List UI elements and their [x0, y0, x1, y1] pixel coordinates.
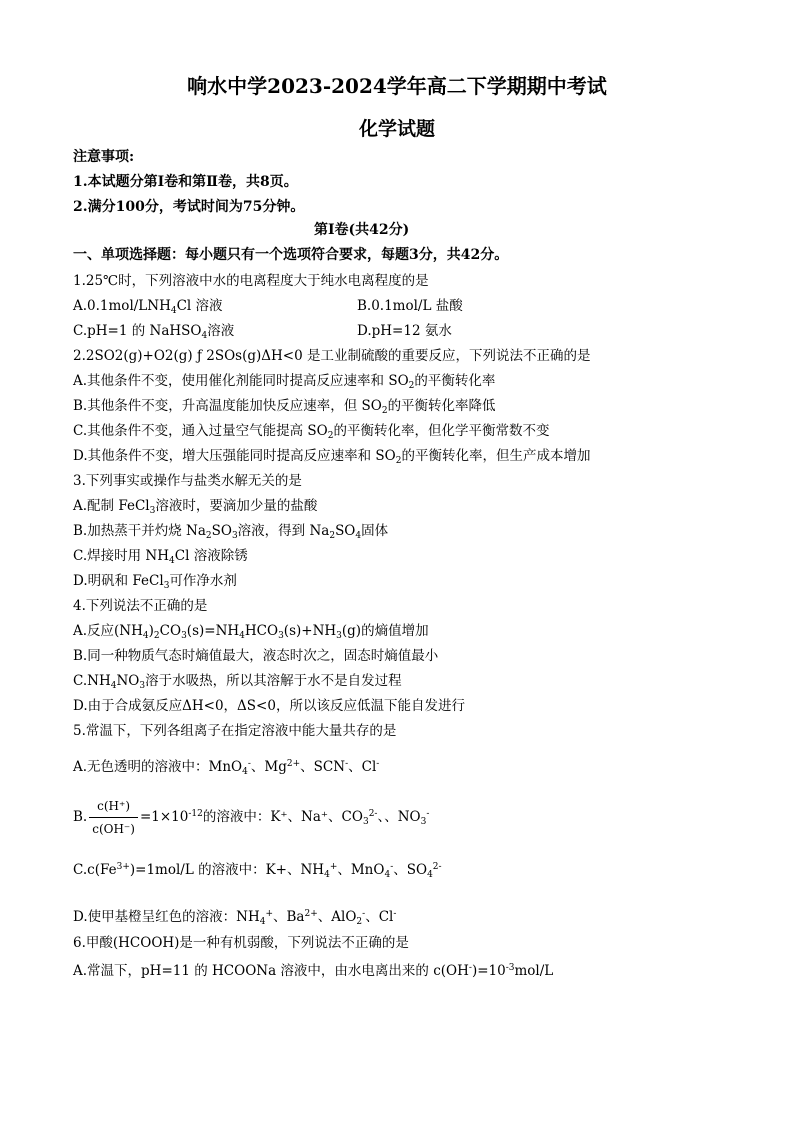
- notice-item-2: 2.满分100分，考试时间为75分钟。: [73, 199, 305, 215]
- q4-option-b: B.同一种物质气态时熵值最大，液态时次之，固态时熵值最小: [73, 648, 439, 664]
- concentration-ratio-fraction: $\frac{c(H^+)}{c(OH^-)}$: [89, 796, 138, 839]
- q4-option-d: D.由于合成氨反应ΔH<0，ΔS<0，所以该反应低温下能自发进行: [73, 698, 465, 714]
- q4-option-a: A.反应$(NH_4)_2CO_3(s)=NH_4HCO_3(s)+NH_3(g)$的熵值增加: [73, 623, 429, 641]
- q1-option-d: D.pH=12 氨水: [357, 323, 452, 339]
- question-1-options-cd: [73, 322, 773, 345]
- question-5-stem: 5.常温下，下列各组离子在指定溶液中能大量共存的是: [73, 723, 397, 739]
- part1-title: 第Ⅰ卷(共42分): [314, 222, 410, 238]
- q2-option-b: B.其他条件不变，升高温度能加快反应速率，但 $SO_2$的平衡转化率降低: [73, 398, 496, 416]
- q5-option-c: $C.c(Fe^{3+})=1mol/L$ 的溶液中：K+、$NH_4^+$、MnO$_4$-、$SO_4^{2-}$: [73, 862, 442, 880]
- q3-option-b: B.加热蒸干并灼烧 $Na_2SO_3$溶液，得到 $Na_2SO_4$固体: [73, 523, 389, 541]
- question-1-options-ab: [73, 297, 773, 320]
- question-1-stem: 1.25℃时，下列溶液中水的电离程度大于纯水电离程度的是: [73, 273, 429, 289]
- q5-option-d: D.使甲基橙呈红色的溶液：$NH_4^+$、$Ba^{2+}$、AlO$_2$-、Cl-: [73, 909, 397, 927]
- question-6-stem: 6.甲酸(HCOOH)是一种有机弱酸，下列说法不正确的是: [73, 935, 409, 951]
- exam-title: 响水中学2023-2024学年高二下学期期中考试: [187, 74, 607, 98]
- q3-option-d: D.明矾和 FeCl$_3$可作净水剂: [73, 573, 237, 591]
- q1-option-c: C.pH=1 的 NaHSO$_4$溶液: [73, 323, 235, 341]
- notice-heading: 注意事项:: [73, 149, 135, 165]
- exam-subtitle: 化学试题: [358, 118, 435, 140]
- q4-option-c: $C.NH_4NO_3$溶于水吸热，所以其溶解于水不是自发过程: [73, 673, 402, 691]
- question-4-stem: 4.下列说法不正确的是: [73, 598, 208, 614]
- q3-option-a: A.配制 FeCl$_3$溶液时，要滴加少量的盐酸: [73, 498, 318, 516]
- q2-option-a: A.其他条件不变，使用催化剂能同时提高反应速率和 $SO_2$的平衡转化率: [73, 373, 496, 391]
- question-3-stem: 3.下列事实或操作与盐类水解无关的是: [73, 473, 302, 489]
- question-2-stem: 2.2SO2(g)+O2(g) ƒ 2SOs(g)ΔH<0 是工业制硫酸的重要反应，下列说法不正确的是: [73, 348, 591, 364]
- q1-option-a: $A.0.1mol/LNH_4Cl$ 溶液: [73, 298, 223, 316]
- q2-option-c: C.其他条件不变，通入过量空气能提高 $SO_2$的平衡转化率，但化学平衡常数不变: [73, 423, 550, 441]
- q5-option-a: A.无色透明的溶液中：MnO$_4$-、$Mg^{2+}$、SCN-、Cl-: [73, 759, 380, 777]
- q5-option-b: B. $\frac{c(H^+)}{c(OH^-)}$ $=1\times 10^{-12}$的溶液中：K⁺、Na⁺、$CO_3^{2-}$、、$NO_3^-$: [73, 796, 429, 839]
- q6-option-a: A.常温下，pH=11 的 HCOONa 溶液中，由水电离出来的 $c(OH^-)=10^{-3}mol/L$: [73, 963, 554, 979]
- q3-option-c: C.焊接时用 $NH_4Cl$ 溶液除锈: [73, 548, 248, 566]
- notice-item-1: 1.本试题分第Ⅰ卷和第Ⅱ卷，共8页。: [73, 174, 298, 190]
- q1-option-b: B.0.1mol/L 盐酸: [357, 298, 463, 314]
- q2-option-d: D.其他条件不变，增大压强能同时提高反应速率和 $SO_2$的平衡转化率，但生产成本增加: [73, 448, 591, 466]
- section-heading: 一、单项选择题：每小题只有一个选项符合要求，每题3分，共42分。: [73, 247, 509, 263]
